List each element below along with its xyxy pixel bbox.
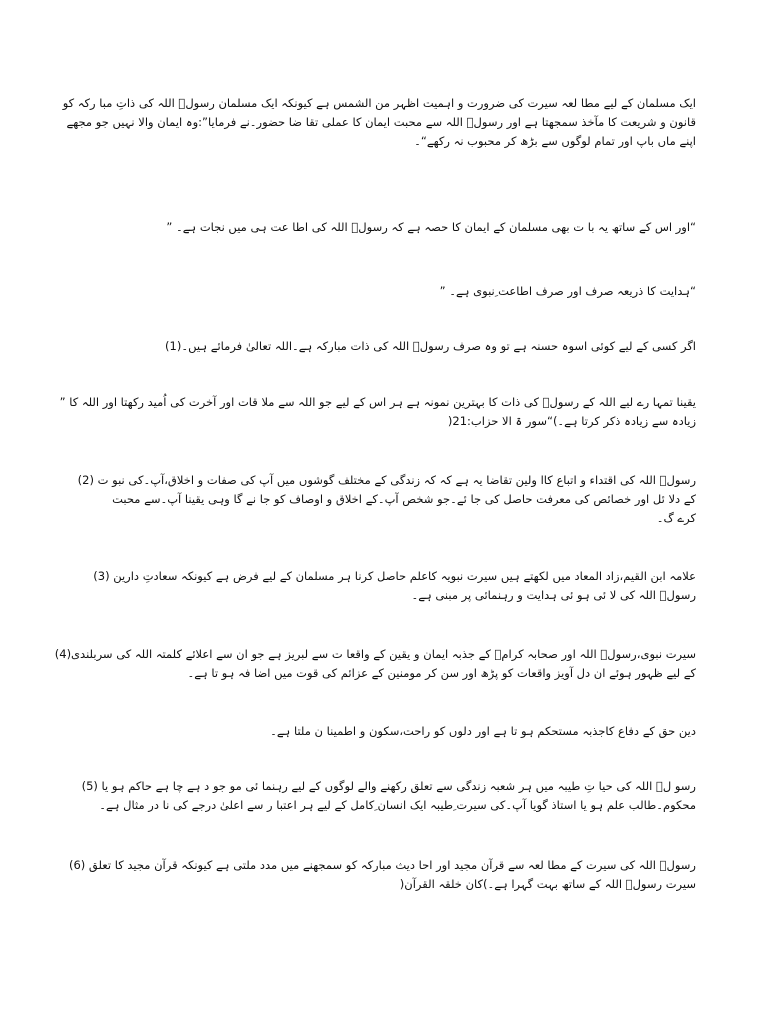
text-line: “ہدایت کا ذریعہ صرف اور صرف اطاعت ِنبوی ہے۔ ”: [439, 284, 696, 298]
text-line: اپنے ماں باپ اور تمام لوگوں سے بڑھ کر محبوب نہ رکھے“۔: [414, 134, 696, 148]
text-line: رسو لؐ اللہ کی حیا تِ طیبہ میں ہر شعبہ زندگی سے تعلق رکھنے والے لوگوں کے لیے رہنما ئی مو جو د ہے چا ہے حاکم ہو یا (5): [81, 779, 696, 793]
paragraph-point-5: [81, 777, 696, 815]
text-line: محکوم۔طالب علم ہو یا استاذ گویا آپ۔کی سیرت ِطیبہ ایک انسان ِکامل کے لیے ہر اعتبا ر سے اعلیٰ درجے کی نا در مثال ہے۔: [99, 798, 696, 812]
text-line: اگر کسی کے لیے کوئی اسوہ حسنہ ہے تو وہ صرف رسولؐ اللہ کی ذات مبارکہ ہے۔اللہ تعالیٰ فرمائے ہیں۔(1): [165, 339, 696, 353]
text-line: کے لیے ظہور ہوئے ان دل آویز واقعات کو پڑھ اور سن کر مومنین کے عزائم کی قوت میں اضا فہ ہو تا ہے۔: [187, 666, 696, 680]
text-line: علامہ ابن القیم،زاد المعاد میں لکھتے ہیں سیرت نبویہ کاعلم حاصل کرنا ہر مسلمان کے لیے فرض ہے کیونکہ سعادتِ دارین (3): [93, 569, 696, 583]
paragraph-quote-guidance: [86, 282, 696, 301]
text-line: “اور اس کے ساتھ یہ با ت بھی مسلمان کے ایمان کا حصہ ہے کہ رسولؐ اللہ کی اطا عت ہی میں نجات ہے۔ ”: [166, 220, 696, 234]
text-line: سیرت نبوی،رسولؐ اللہ اور صحابہ کرامؓ کے جذبہ ایمان و یقین کے واقعا ت سے لبریز ہے جو ان سے اعلائے کلمتہ اللہ کی سربلندی(4): [54, 647, 696, 661]
paragraph-point-6: [68, 856, 696, 894]
text-line: زیادہ سے زیادہ ذکر کرتا ہے۔)“سور ۃ الا حزاب:21(: [447, 414, 696, 428]
paragraph-quote-obedience: [86, 218, 696, 237]
paragraph-point-3: [86, 567, 696, 605]
text-line: رسولؐ اللہ کی اقتداء و اتباع کاا ولین تقاضا یہ ہے کہ کہ زندگی کے مختلف گوشوں میں آپ کی صفات و اخلاق،آپ۔کی نبو ت (2): [77, 473, 696, 487]
text-line: ایک مسلمان کے لیے مطا لعہ سیرت کی ضرورت و اہمیت اظہر من الشمس ہے کیونکہ ایک مسلمان رسولؐ اللہ کی ذاتِ مبا رکہ کو: [62, 96, 696, 110]
text-line: یقینا تمہا رے لیے اللہ کے رسولؐ کی ذات کا بہترین نمونہ ہے ہر اس کے لیے جو اللہ سے ملا قات اور آخرت کی اُمید رکھتا اور اللہ کا ”: [59, 395, 696, 409]
text-line: دین حق کے دفاع کاجذبہ مستحکم ہو تا ہے اور دلوں کو راحت،سکون و اطمینا ن ملتا ہے۔: [270, 724, 696, 738]
text-line: رسولؐ اللہ کی لا ئی ہو ئی ہدایت و رہنمائی پر مبنی ہے۔: [411, 588, 696, 602]
paragraph-point-1: [86, 337, 696, 356]
paragraph-point-4: [54, 645, 696, 683]
paragraph-defense: [86, 722, 696, 741]
text-line: کرے گ۔: [656, 511, 696, 525]
paragraph-intro: [62, 94, 696, 151]
text-line: سیرت رسولؐ اللہ کے ساتھ بہت گہرا ہے۔)کان خلقہ القرآن(: [399, 877, 696, 891]
paragraph-point-2: [77, 471, 696, 528]
text-line: رسولؐ اللہ کی سیرت کے مطا لعہ سے قرآن مجید اور احا دیث مبارکہ کو سمجھنے میں مدد ملتی ہے کیونکہ قرآن مجید کا تعلق (6): [68, 858, 696, 872]
paragraph-ayah: [59, 393, 696, 431]
text-line: کے دلا ئل اور خصائص کی معرفت حاصل کی جا ئے۔جو شخص آپ۔کے اخلاق و اوصاف کو جا نے گا وہی یقینا آپ۔سے محبت: [112, 492, 696, 506]
text-line: قانون و شریعت کا مآخذ سمجھتا ہے اور رسولؐ اللہ سے محبت ایمان کا عملی تقا ضا حضور۔نے فرمایا”:وہ ایمان والا نہیں جو مجھے: [66, 115, 696, 129]
